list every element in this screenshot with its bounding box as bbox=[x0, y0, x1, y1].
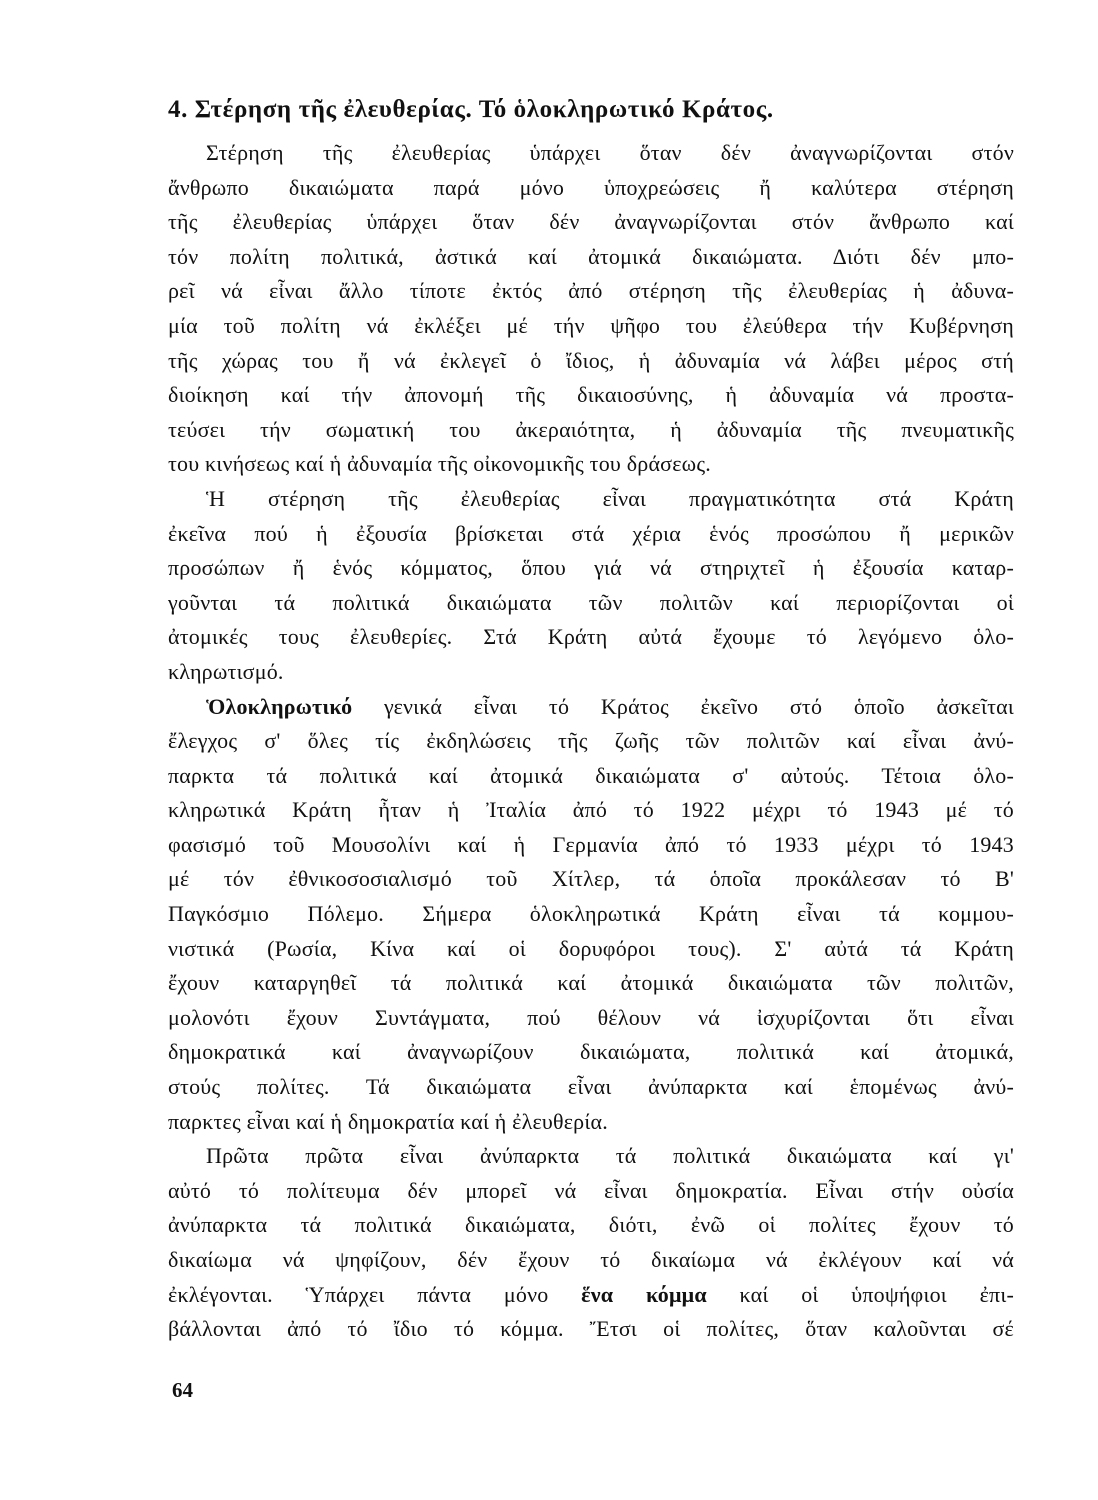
text-line: δημοκρατικά καί ἀναγνωρίζουν δικαιώματα, πολιτικά καί ἀτομικά, bbox=[168, 1039, 1014, 1065]
text-line: Στέρηση τῆς ἐλευθερίας ὑπάρχει ὅταν δέν ἀναγνωρίζονται στόν bbox=[206, 140, 1014, 165]
text-line: Πρῶτα πρῶτα εἶναι ἀνύπαρκτα τά πολιτικά δικαιώματα καί γι' bbox=[206, 1143, 1014, 1169]
text-line: ρεῖ νά εἶναι ἄλλο τίποτε ἐκτός ἀπό στέρηση τῆς ἐλευθερίας ἡ ἀδυνα- bbox=[168, 278, 1014, 304]
text-line: τεύσει τήν σωματική του ἀκεραιότητα, ἡ ἀδυναμία τῆς πνευματικῆς bbox=[168, 416, 1014, 442]
text-line: ἔλεγχος σ' ὅλες τίς ἐκδηλώσεις τῆς ζωῆς τῶν πολιτῶν καί εἶναι ἀνύ- bbox=[168, 728, 1014, 754]
text-line: διοίκηση καί τήν ἀπονομή τῆς δικαιοσύνης, ἡ ἀδυναμία νά προστα- bbox=[168, 382, 1014, 408]
text-line: μολονότι ἔχουν Συντάγματα, πού θέλουν νά ἰσχυρίζονται ὅτι εἶναι bbox=[168, 1004, 1014, 1030]
text-line: βάλλονται ἀπό τό ἴδιο τό κόμμα. Ἔτσι οἱ πολίτες, ὅταν καλοῦνται σέ bbox=[168, 1316, 1014, 1342]
text-line: τόν πολίτη πολιτικά, ἀστικά καί ἀτομικά δικαιώματα. Διότι δέν μπο- bbox=[168, 243, 1014, 269]
text-line: παρκτα τά πολιτικά καί ἀτομικά δικαιώματα σ' αὐτούς. Τέτοια ὁλο- bbox=[168, 762, 1014, 788]
section-heading: 4. Στέρηση τῆς ἐλευθερίας. Τό ὁλοκληρωτικό Κράτος. bbox=[168, 96, 774, 123]
text-line: ἀτομικές τους ἐλευθερίες. Στά Κράτη αὐτά ἔχουμε τό λεγόμενο ὁλο- bbox=[168, 624, 1014, 650]
text-line: ἐκλέγονται. Ὑπάρχει πάντα μόνο ἕνα κόμμα καί οἱ ὑποψήφιοι ἐπι- bbox=[168, 1281, 1015, 1307]
text-line: Ἡ στέρηση τῆς ἐλευθερίας εἶναι πραγματικότητα στά Κράτη bbox=[206, 485, 1014, 511]
body-text bbox=[168, 136, 1014, 1347]
bold-term: ἕνα κόμμα bbox=[581, 1281, 707, 1307]
text-line: γοῦνται τά πολιτικά δικαιώματα τῶν πολιτῶν καί περιορίζονται οἱ bbox=[168, 589, 1014, 615]
text-line: τῆς ἐλευθερίας ὑπάρχει ὅταν δέν ἀναγνωρίζονται στόν ἄνθρωπο καί bbox=[168, 209, 1014, 235]
text-line: ἔχουν καταργηθεῖ τά πολιτικά καί ἀτομικά δικαιώματα τῶν πολιτῶν, bbox=[168, 970, 1014, 996]
text-line: παρκτες εἶναι καί ἡ δημοκρατία καί ἡ ἐλευθερία. bbox=[168, 1108, 608, 1134]
text-line: ἐκεῖνα πού ἡ ἐξουσία βρίσκεται στά χέρια ἑνός προσώπου ἤ μερικῶν bbox=[168, 520, 1014, 546]
page-number: 64 bbox=[172, 1378, 193, 1402]
text-line: στούς πολίτες. Τά δικαιώματα εἶναι ἀνύπαρκτα καί ἑπομένως ἀνύ- bbox=[168, 1074, 1014, 1100]
text-line: προσώπων ἤ ἑνός κόμματος, ὅπου γιά νά στηριχτεῖ ἡ ἐξουσία καταρ- bbox=[168, 555, 1014, 581]
text-line: δικαίωμα νά ψηφίζουν, δέν ἔχουν τό δικαίωμα νά ἐκλέγουν καί νά bbox=[168, 1247, 1014, 1272]
text-line: μία τοῦ πολίτη νά ἐκλέξει μέ τήν ψῆφο του ἐλεύθερα τήν Κυβέρνηση bbox=[168, 312, 1014, 338]
text-line: μέ τόν ἐθνικοσοσιαλισμό τοῦ Χίτλερ, τά ὁποῖα προκάλεσαν τό Β' bbox=[168, 866, 1014, 892]
bold-term: Ὁλοκληρωτικό bbox=[206, 693, 353, 719]
text-line: αὐτό τό πολίτευμα δέν μπορεῖ νά εἶναι δημοκρατία. Εἶναι στήν οὐσία bbox=[168, 1177, 1014, 1203]
text-line: ἀνύπαρκτα τά πολιτικά δικαιώματα, διότι, ἐνῶ οἱ πολίτες ἔχουν τό bbox=[168, 1212, 1014, 1238]
text-line: Ὁλοκληρωτικό γενικά εἶναι τό Κράτος ἐκεῖνο στό ὁποῖο ἀσκεῖται bbox=[206, 693, 1014, 719]
text-line: τῆς χώρας του ἤ νά ἐκλεγεῖ ὁ ἴδιος, ἡ ἀδυναμία νά λάβει μέρος στή bbox=[168, 347, 1014, 373]
text-line: κληρωτισμό. bbox=[168, 658, 284, 684]
text-line: κληρωτικά Κράτη ἦταν ἡ Ἰταλία ἀπό τό 1922 μέχρι τό 1943 μέ τό bbox=[168, 797, 1014, 823]
text-line: νιστικά (Ρωσία, Κίνα καί οἱ δορυφόροι τους). Σ' αὐτά τά Κράτη bbox=[168, 935, 1014, 961]
text-line: ἄνθρωπο δικαιώματα παρά μόνο ὑποχρεώσεις ἤ καλύτερα στέρηση bbox=[168, 174, 1014, 200]
text-line: φασισμό τοῦ Μουσολίνι καί ἡ Γερμανία ἀπό τό 1933 μέχρι τό 1943 bbox=[168, 831, 1014, 857]
text-line: Παγκόσμιο Πόλεμο. Σήμερα ὁλοκληρωτικά Κράτη εἶναι τά κομμου- bbox=[168, 901, 1014, 927]
text-line: του κινήσεως καί ἡ ἀδυναμία τῆς οἰκονομικῆς του δράσεως. bbox=[168, 451, 711, 477]
